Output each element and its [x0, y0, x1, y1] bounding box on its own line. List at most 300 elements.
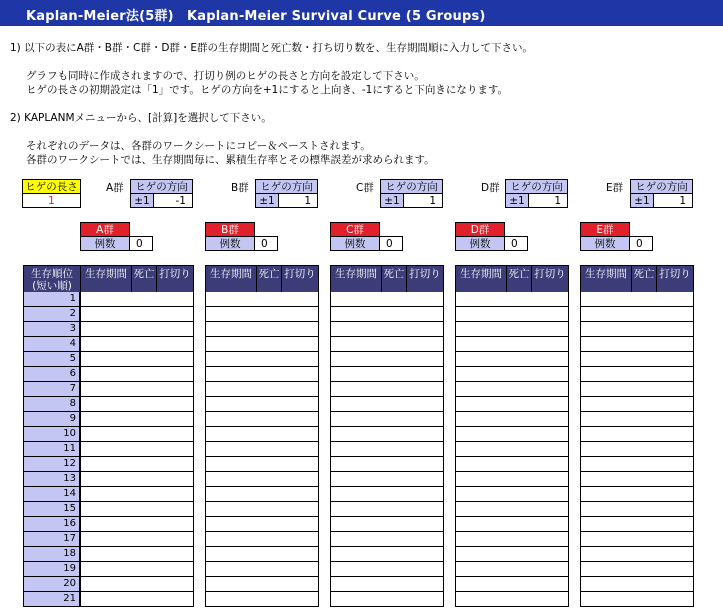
data-cell[interactable]	[205, 457, 257, 472]
data-cell[interactable]	[281, 517, 319, 532]
data-cell[interactable]	[256, 532, 282, 547]
data-cell[interactable]	[156, 337, 194, 352]
data-cell[interactable]	[656, 307, 694, 322]
data-cell[interactable]	[381, 412, 407, 427]
data-cell[interactable]	[281, 397, 319, 412]
data-cell[interactable]	[256, 397, 282, 412]
data-cell[interactable]	[131, 427, 157, 442]
data-cell[interactable]	[281, 532, 319, 547]
data-cell[interactable]	[256, 502, 282, 517]
data-cell[interactable]	[80, 517, 132, 532]
data-cell[interactable]	[80, 577, 132, 592]
data-cell[interactable]	[631, 472, 657, 487]
data-cell[interactable]	[631, 322, 657, 337]
data-cell[interactable]	[205, 472, 257, 487]
data-cell[interactable]	[131, 517, 157, 532]
data-cell[interactable]	[80, 442, 132, 457]
data-cell[interactable]	[656, 487, 694, 502]
data-cell[interactable]	[330, 337, 382, 352]
data-cell[interactable]	[531, 532, 569, 547]
data-cell[interactable]	[131, 337, 157, 352]
data-cell[interactable]	[131, 352, 157, 367]
data-cell[interactable]	[531, 412, 569, 427]
data-cell[interactable]	[330, 307, 382, 322]
data-cell[interactable]	[406, 547, 444, 562]
data-cell[interactable]	[281, 577, 319, 592]
data-cell[interactable]	[256, 457, 282, 472]
data-cell[interactable]	[631, 547, 657, 562]
data-cell[interactable]	[656, 292, 694, 307]
data-cell[interactable]	[631, 382, 657, 397]
data-cell[interactable]	[406, 472, 444, 487]
data-cell[interactable]	[80, 487, 132, 502]
data-cell[interactable]	[156, 307, 194, 322]
data-cell[interactable]	[256, 307, 282, 322]
data-cell[interactable]	[506, 292, 532, 307]
data-cell[interactable]	[381, 337, 407, 352]
data-cell[interactable]	[381, 382, 407, 397]
data-cell[interactable]	[406, 337, 444, 352]
data-cell[interactable]	[506, 472, 532, 487]
data-cell[interactable]	[631, 307, 657, 322]
data-cell[interactable]	[631, 517, 657, 532]
data-cell[interactable]	[131, 562, 157, 577]
data-cell[interactable]	[131, 592, 157, 607]
data-cell[interactable]	[330, 577, 382, 592]
data-cell[interactable]	[205, 517, 257, 532]
data-cell[interactable]	[381, 577, 407, 592]
data-cell[interactable]	[156, 592, 194, 607]
data-cell[interactable]	[631, 337, 657, 352]
data-cell[interactable]	[506, 307, 532, 322]
data-cell[interactable]	[80, 397, 132, 412]
data-cell[interactable]	[281, 292, 319, 307]
data-cell[interactable]	[131, 382, 157, 397]
data-cell[interactable]	[256, 367, 282, 382]
data-cell[interactable]	[330, 412, 382, 427]
data-cell[interactable]	[455, 382, 507, 397]
data-cell[interactable]	[131, 532, 157, 547]
data-cell[interactable]	[256, 487, 282, 502]
data-cell[interactable]	[406, 577, 444, 592]
data-cell[interactable]	[580, 322, 632, 337]
data-cell[interactable]	[406, 487, 444, 502]
data-cell[interactable]	[531, 457, 569, 472]
data-cell[interactable]	[631, 592, 657, 607]
data-cell[interactable]	[131, 292, 157, 307]
data-cell[interactable]	[455, 352, 507, 367]
data-cell[interactable]	[330, 382, 382, 397]
data-cell[interactable]	[531, 502, 569, 517]
data-cell[interactable]	[455, 547, 507, 562]
data-cell[interactable]	[656, 517, 694, 532]
data-cell[interactable]	[631, 397, 657, 412]
data-cell[interactable]	[281, 337, 319, 352]
data-cell[interactable]	[656, 367, 694, 382]
data-cell[interactable]	[656, 337, 694, 352]
data-cell[interactable]	[131, 502, 157, 517]
data-cell[interactable]	[580, 457, 632, 472]
data-cell[interactable]	[631, 502, 657, 517]
data-cell[interactable]	[631, 367, 657, 382]
data-cell[interactable]	[381, 352, 407, 367]
data-cell[interactable]	[580, 502, 632, 517]
data-cell[interactable]	[330, 487, 382, 502]
whisker-direction-input[interactable]: -1	[153, 193, 193, 208]
data-cell[interactable]	[531, 442, 569, 457]
data-cell[interactable]	[506, 442, 532, 457]
data-cell[interactable]	[656, 547, 694, 562]
data-cell[interactable]	[281, 307, 319, 322]
data-cell[interactable]	[281, 457, 319, 472]
data-cell[interactable]	[205, 487, 257, 502]
data-cell[interactable]	[656, 502, 694, 517]
data-cell[interactable]	[205, 592, 257, 607]
data-cell[interactable]	[281, 562, 319, 577]
data-cell[interactable]	[506, 577, 532, 592]
data-cell[interactable]	[656, 457, 694, 472]
data-cell[interactable]	[330, 532, 382, 547]
data-cell[interactable]	[156, 472, 194, 487]
data-cell[interactable]	[281, 367, 319, 382]
data-cell[interactable]	[205, 397, 257, 412]
data-cell[interactable]	[406, 412, 444, 427]
data-cell[interactable]	[156, 577, 194, 592]
data-cell[interactable]	[580, 397, 632, 412]
data-cell[interactable]	[205, 577, 257, 592]
data-cell[interactable]	[80, 292, 132, 307]
data-cell[interactable]	[156, 427, 194, 442]
data-cell[interactable]	[131, 472, 157, 487]
data-cell[interactable]	[131, 487, 157, 502]
data-cell[interactable]	[531, 292, 569, 307]
data-cell[interactable]	[80, 547, 132, 562]
data-cell[interactable]	[656, 592, 694, 607]
data-cell[interactable]	[455, 577, 507, 592]
data-cell[interactable]	[381, 457, 407, 472]
data-cell[interactable]	[156, 412, 194, 427]
data-cell[interactable]	[406, 367, 444, 382]
data-cell[interactable]	[656, 562, 694, 577]
data-cell[interactable]	[381, 547, 407, 562]
data-cell[interactable]	[256, 442, 282, 457]
data-cell[interactable]	[330, 472, 382, 487]
data-cell[interactable]	[381, 292, 407, 307]
data-cell[interactable]	[205, 562, 257, 577]
data-cell[interactable]	[406, 352, 444, 367]
data-cell[interactable]	[580, 547, 632, 562]
data-cell[interactable]	[381, 487, 407, 502]
data-cell[interactable]	[381, 307, 407, 322]
data-cell[interactable]	[656, 532, 694, 547]
data-cell[interactable]	[506, 352, 532, 367]
data-cell[interactable]	[256, 562, 282, 577]
data-cell[interactable]	[381, 532, 407, 547]
data-cell[interactable]	[531, 562, 569, 577]
data-cell[interactable]	[580, 487, 632, 502]
data-cell[interactable]	[656, 397, 694, 412]
data-cell[interactable]	[330, 457, 382, 472]
data-cell[interactable]	[381, 367, 407, 382]
data-cell[interactable]	[156, 502, 194, 517]
data-cell[interactable]	[631, 427, 657, 442]
data-cell[interactable]	[131, 412, 157, 427]
data-cell[interactable]	[156, 547, 194, 562]
data-cell[interactable]	[80, 502, 132, 517]
data-cell[interactable]	[156, 562, 194, 577]
data-cell[interactable]	[455, 322, 507, 337]
data-cell[interactable]	[205, 352, 257, 367]
data-cell[interactable]	[531, 307, 569, 322]
data-cell[interactable]	[131, 457, 157, 472]
data-cell[interactable]	[406, 382, 444, 397]
data-cell[interactable]	[580, 292, 632, 307]
data-cell[interactable]	[80, 367, 132, 382]
data-cell[interactable]	[455, 337, 507, 352]
data-cell[interactable]	[455, 592, 507, 607]
data-cell[interactable]	[580, 562, 632, 577]
data-cell[interactable]	[131, 322, 157, 337]
data-cell[interactable]	[455, 397, 507, 412]
data-cell[interactable]	[205, 427, 257, 442]
data-cell[interactable]	[656, 427, 694, 442]
data-cell[interactable]	[531, 322, 569, 337]
data-cell[interactable]	[330, 427, 382, 442]
data-cell[interactable]	[531, 517, 569, 532]
data-cell[interactable]	[656, 352, 694, 367]
data-cell[interactable]	[156, 457, 194, 472]
data-cell[interactable]	[80, 322, 132, 337]
data-cell[interactable]	[281, 472, 319, 487]
data-cell[interactable]	[580, 307, 632, 322]
data-cell[interactable]	[631, 292, 657, 307]
data-cell[interactable]	[256, 547, 282, 562]
data-cell[interactable]	[205, 367, 257, 382]
data-cell[interactable]	[580, 577, 632, 592]
data-cell[interactable]	[656, 442, 694, 457]
data-cell[interactable]	[580, 427, 632, 442]
data-cell[interactable]	[631, 457, 657, 472]
data-cell[interactable]	[506, 532, 532, 547]
data-cell[interactable]	[631, 442, 657, 457]
data-cell[interactable]	[506, 547, 532, 562]
data-cell[interactable]	[406, 502, 444, 517]
data-cell[interactable]	[580, 532, 632, 547]
data-cell[interactable]	[455, 457, 507, 472]
data-cell[interactable]	[506, 412, 532, 427]
data-cell[interactable]	[80, 337, 132, 352]
data-cell[interactable]	[330, 442, 382, 457]
data-cell[interactable]	[406, 307, 444, 322]
data-cell[interactable]	[455, 442, 507, 457]
data-cell[interactable]	[531, 382, 569, 397]
data-cell[interactable]	[131, 547, 157, 562]
data-cell[interactable]	[80, 532, 132, 547]
data-cell[interactable]	[156, 532, 194, 547]
data-cell[interactable]	[131, 307, 157, 322]
data-cell[interactable]	[80, 592, 132, 607]
data-cell[interactable]	[406, 397, 444, 412]
data-cell[interactable]	[506, 367, 532, 382]
data-cell[interactable]	[506, 502, 532, 517]
data-cell[interactable]	[205, 502, 257, 517]
data-cell[interactable]	[256, 577, 282, 592]
data-cell[interactable]	[506, 592, 532, 607]
data-cell[interactable]	[631, 532, 657, 547]
data-cell[interactable]	[281, 547, 319, 562]
data-cell[interactable]	[156, 397, 194, 412]
data-cell[interactable]	[205, 547, 257, 562]
data-cell[interactable]	[580, 367, 632, 382]
data-cell[interactable]	[580, 517, 632, 532]
data-cell[interactable]	[131, 367, 157, 382]
data-cell[interactable]	[381, 472, 407, 487]
data-cell[interactable]	[131, 442, 157, 457]
data-cell[interactable]	[406, 517, 444, 532]
data-cell[interactable]	[131, 577, 157, 592]
data-cell[interactable]	[656, 322, 694, 337]
data-cell[interactable]	[205, 292, 257, 307]
data-cell[interactable]	[205, 337, 257, 352]
data-cell[interactable]	[580, 442, 632, 457]
data-cell[interactable]	[580, 337, 632, 352]
data-cell[interactable]	[531, 427, 569, 442]
data-cell[interactable]	[381, 397, 407, 412]
data-cell[interactable]	[256, 472, 282, 487]
data-cell[interactable]	[256, 382, 282, 397]
data-cell[interactable]	[631, 487, 657, 502]
data-cell[interactable]	[281, 352, 319, 367]
data-cell[interactable]	[330, 352, 382, 367]
data-cell[interactable]	[156, 382, 194, 397]
data-cell[interactable]	[256, 592, 282, 607]
data-cell[interactable]	[330, 547, 382, 562]
data-cell[interactable]	[455, 532, 507, 547]
data-cell[interactable]	[455, 487, 507, 502]
data-cell[interactable]	[80, 352, 132, 367]
data-cell[interactable]	[506, 562, 532, 577]
data-cell[interactable]	[330, 397, 382, 412]
data-cell[interactable]	[455, 367, 507, 382]
data-cell[interactable]	[256, 412, 282, 427]
data-cell[interactable]	[80, 472, 132, 487]
data-cell[interactable]	[531, 472, 569, 487]
data-cell[interactable]	[631, 352, 657, 367]
data-cell[interactable]	[381, 442, 407, 457]
whisker-direction-input[interactable]: 1	[403, 193, 443, 208]
data-cell[interactable]	[131, 397, 157, 412]
data-cell[interactable]	[156, 442, 194, 457]
data-cell[interactable]	[281, 427, 319, 442]
data-cell[interactable]	[506, 337, 532, 352]
data-cell[interactable]	[281, 487, 319, 502]
whisker-direction-input[interactable]: 1	[653, 193, 693, 208]
data-cell[interactable]	[80, 382, 132, 397]
data-cell[interactable]	[506, 457, 532, 472]
data-cell[interactable]	[455, 517, 507, 532]
data-cell[interactable]	[631, 562, 657, 577]
data-cell[interactable]	[281, 382, 319, 397]
data-cell[interactable]	[330, 502, 382, 517]
data-cell[interactable]	[381, 427, 407, 442]
data-cell[interactable]	[406, 592, 444, 607]
data-cell[interactable]	[381, 592, 407, 607]
data-cell[interactable]	[205, 382, 257, 397]
data-cell[interactable]	[381, 322, 407, 337]
data-cell[interactable]	[455, 502, 507, 517]
data-cell[interactable]	[406, 532, 444, 547]
data-cell[interactable]	[80, 562, 132, 577]
data-cell[interactable]	[455, 472, 507, 487]
data-cell[interactable]	[506, 322, 532, 337]
data-cell[interactable]	[256, 352, 282, 367]
whisker-direction-input[interactable]: 1	[528, 193, 568, 208]
whisker-direction-input[interactable]: 1	[278, 193, 318, 208]
data-cell[interactable]	[455, 292, 507, 307]
data-cell[interactable]	[580, 592, 632, 607]
data-cell[interactable]	[256, 517, 282, 532]
data-cell[interactable]	[80, 427, 132, 442]
data-cell[interactable]	[156, 292, 194, 307]
data-cell[interactable]	[656, 577, 694, 592]
data-cell[interactable]	[80, 412, 132, 427]
data-cell[interactable]	[531, 487, 569, 502]
data-cell[interactable]	[381, 517, 407, 532]
data-cell[interactable]	[330, 292, 382, 307]
data-cell[interactable]	[531, 337, 569, 352]
data-cell[interactable]	[531, 592, 569, 607]
data-cell[interactable]	[531, 577, 569, 592]
data-cell[interactable]	[281, 412, 319, 427]
data-cell[interactable]	[455, 412, 507, 427]
data-cell[interactable]	[205, 322, 257, 337]
data-cell[interactable]	[406, 292, 444, 307]
data-cell[interactable]	[631, 412, 657, 427]
data-cell[interactable]	[406, 322, 444, 337]
data-cell[interactable]	[330, 517, 382, 532]
data-cell[interactable]	[580, 382, 632, 397]
data-cell[interactable]	[455, 307, 507, 322]
data-cell[interactable]	[381, 562, 407, 577]
data-cell[interactable]	[330, 322, 382, 337]
data-cell[interactable]	[631, 577, 657, 592]
data-cell[interactable]	[406, 427, 444, 442]
data-cell[interactable]	[506, 427, 532, 442]
data-cell[interactable]	[205, 412, 257, 427]
data-cell[interactable]	[156, 352, 194, 367]
data-cell[interactable]	[256, 427, 282, 442]
data-cell[interactable]	[256, 292, 282, 307]
data-cell[interactable]	[656, 472, 694, 487]
data-cell[interactable]	[156, 367, 194, 382]
data-cell[interactable]	[506, 517, 532, 532]
data-cell[interactable]	[455, 427, 507, 442]
data-cell[interactable]	[506, 382, 532, 397]
data-cell[interactable]	[330, 592, 382, 607]
data-cell[interactable]	[455, 562, 507, 577]
data-cell[interactable]	[80, 307, 132, 322]
data-cell[interactable]	[580, 352, 632, 367]
data-cell[interactable]	[406, 442, 444, 457]
data-cell[interactable]	[656, 412, 694, 427]
data-cell[interactable]	[580, 472, 632, 487]
data-cell[interactable]	[531, 547, 569, 562]
data-cell[interactable]	[506, 487, 532, 502]
data-cell[interactable]	[256, 337, 282, 352]
data-cell[interactable]	[330, 562, 382, 577]
data-cell[interactable]	[406, 457, 444, 472]
data-cell[interactable]	[156, 322, 194, 337]
